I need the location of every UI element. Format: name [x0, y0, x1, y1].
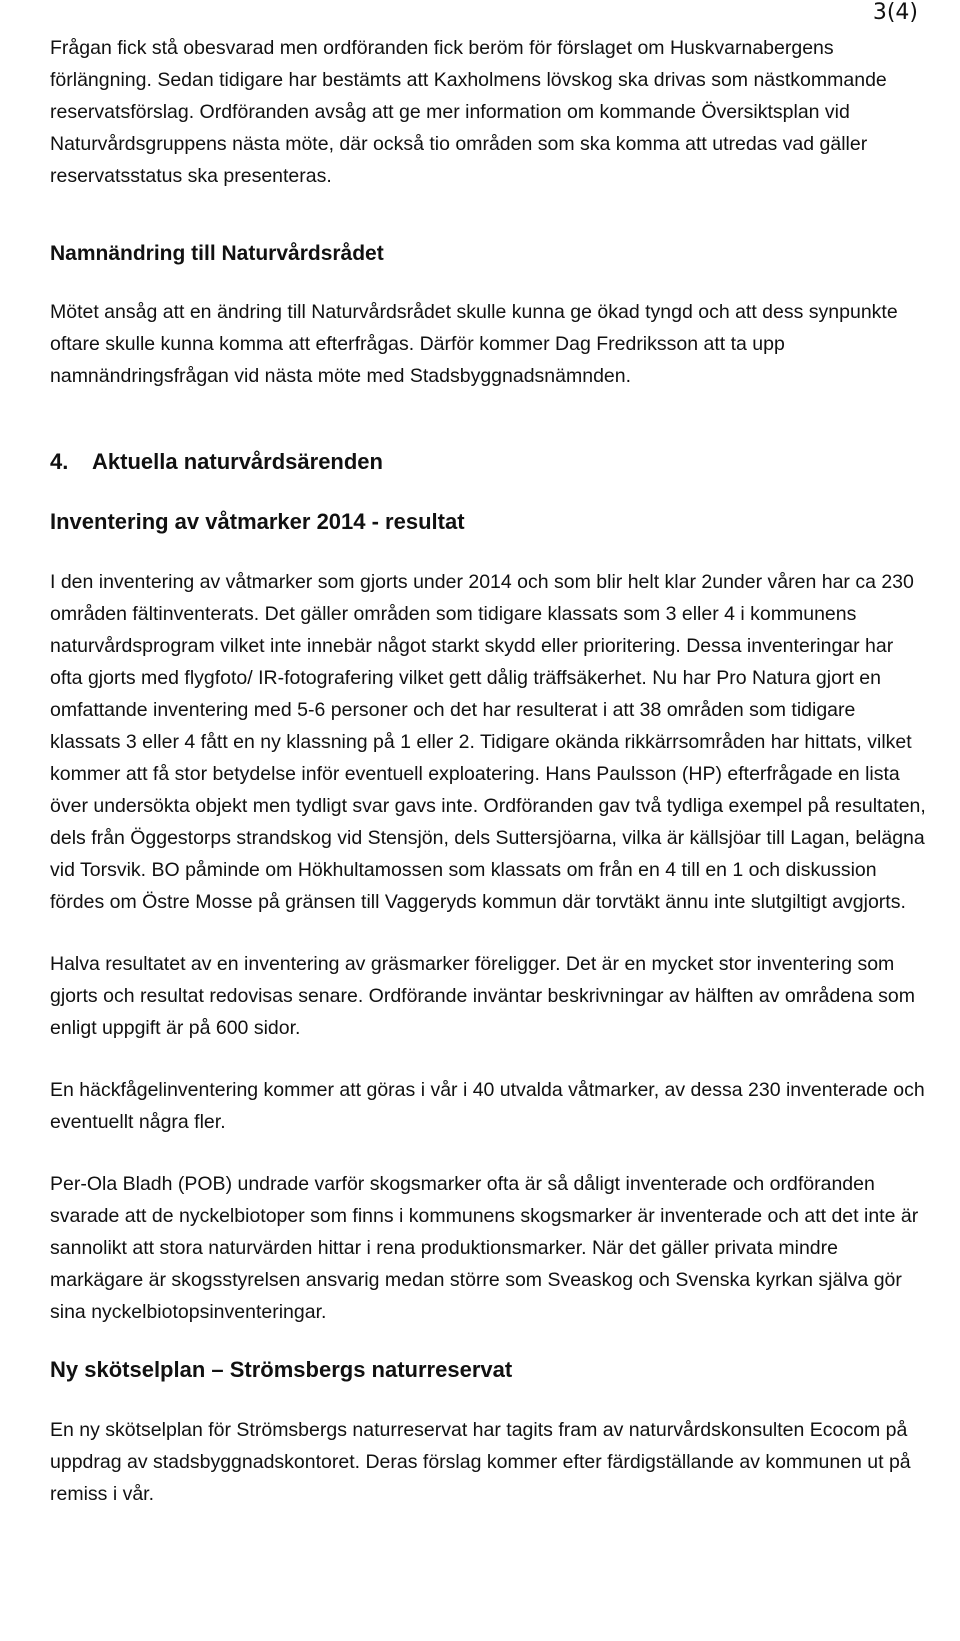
name-change-paragraph: Mötet ansåg att en ändring till Naturvårdsrådet skulle kunna ge ökad tyngd och att dess synpunkte oftare skulle kunna komma att efterfrågas. Därför kommer Dag Fredriksson att ta upp namnändringsfrågan vid nästa möte med Stadsbyggnadsnämnden. — [50, 301, 898, 387]
management-plan-paragraph: En ny skötselplan för Strömsbergs naturreservat har tagits fram av naturvårdskonsulten Ecocom på uppdrag av stadsbyggnadskontoret. Deras förslag kommer efter färdigställande av kommunen ut på remiss i vår. — [50, 1419, 911, 1505]
section-heading — [50, 446, 930, 478]
wetlands-heading: Inventering av våtmarker 2014 - resultat — [50, 509, 465, 534]
name-change-heading: Namnändring till Naturvårdsrådet — [50, 242, 384, 265]
section-title: Aktuella naturvårdsärenden — [92, 449, 383, 474]
intro-paragraph: Frågan fick stå obesvarad men ordföranden fick beröm för förslaget om Huskvarnabergens förlängning. Sedan tidigare har bestämts att Kaxholmens lövskog ska drivas som nästkommande reservatsförslag. Ordföranden avsåg att ge mer information om kommande Översiktsplan vid Naturvårdsgruppens nästa möte, där också tio områden som ska komma att utredas vad gäller reservatsstatus ska presenteras. — [50, 37, 887, 187]
wetlands-paragraph-3: En häckfågelinventering kommer att göras i vår i 40 utvalda våtmarker, av dessa 230 inventerade och eventuellt några fler. — [50, 1079, 925, 1133]
wetlands-paragraph-2: Halva resultatet av en inventering av gräsmarker föreligger. Det är en mycket stor inventering som gjorts och resultat redovisas senare. Ordförande inväntar beskrivningar av hälften av områdena som enligt uppgift är på 600 sidor. — [50, 953, 915, 1039]
wetlands-paragraph-4: Per-Ola Bladh (POB) undrade varför skogsmarker ofta är så dåligt inventerade och ordföranden svarade att de nyckelbiotoper som finns i kommunens skogsmarker är inventerade och att det inte är sannolikt att stora naturvärden hittar i rena produktionsmarker. När det gäller privata mindre markägare är skogsstyrelsen ansvarig medan större som Sveaskog och Svenska kyrkan själva gör sina nyckelbiotopsinventeringar. — [50, 1173, 919, 1323]
wetlands-paragraph-1: I den inventering av våtmarker som gjorts under 2014 och som blir helt klar 2under våren har ca 230 områden fältinventerats. Det gäller områden som tidigare klassats som 3 eller 4 i kommunens naturvårdsprogram vilket inte innebär något starkt skydd eller prioritering. Dessa inventeringar har ofta gjorts med flygfoto/ IR-fotografering vilket gett dålig träffsäkerhet. Nu har Pro Natura gjort en omfattande inventering med 5-6 personer och det har resulterat i att 38 områden som tidigare klassats 3 eller 4 fått en ny klassning på 1 eller 2. Tidigare okända rikkärrsområden har hittats, vilket kommer att få stor betydelse inför eventuell exploatering. Hans Paulsson (HP) efterfrågade en lista över undersökta objekt men tydligt svar gavs inte. Ordföranden gav två tydliga exempel på resultaten, dels från Öggestorps strandskog vid Stensjön, dels Suttersjöarna, vilka är källsjöar till Lagan, belägna vid Torsvik. BO påminde om Hökhultamossen som klassats om från en 4 till en 1 och diskussion fördes om Östre Mosse på gränsen till Vaggeryds kommun där torvtäkt ännu inte slutgiltigt avgjorts. — [50, 571, 926, 913]
management-plan-heading: Ny skötselplan – Strömsbergs naturreservat — [50, 1357, 513, 1382]
page-content — [50, 32, 930, 1510]
section-number: 4. — [50, 449, 69, 474]
page-number: 3(4) — [872, 0, 918, 25]
